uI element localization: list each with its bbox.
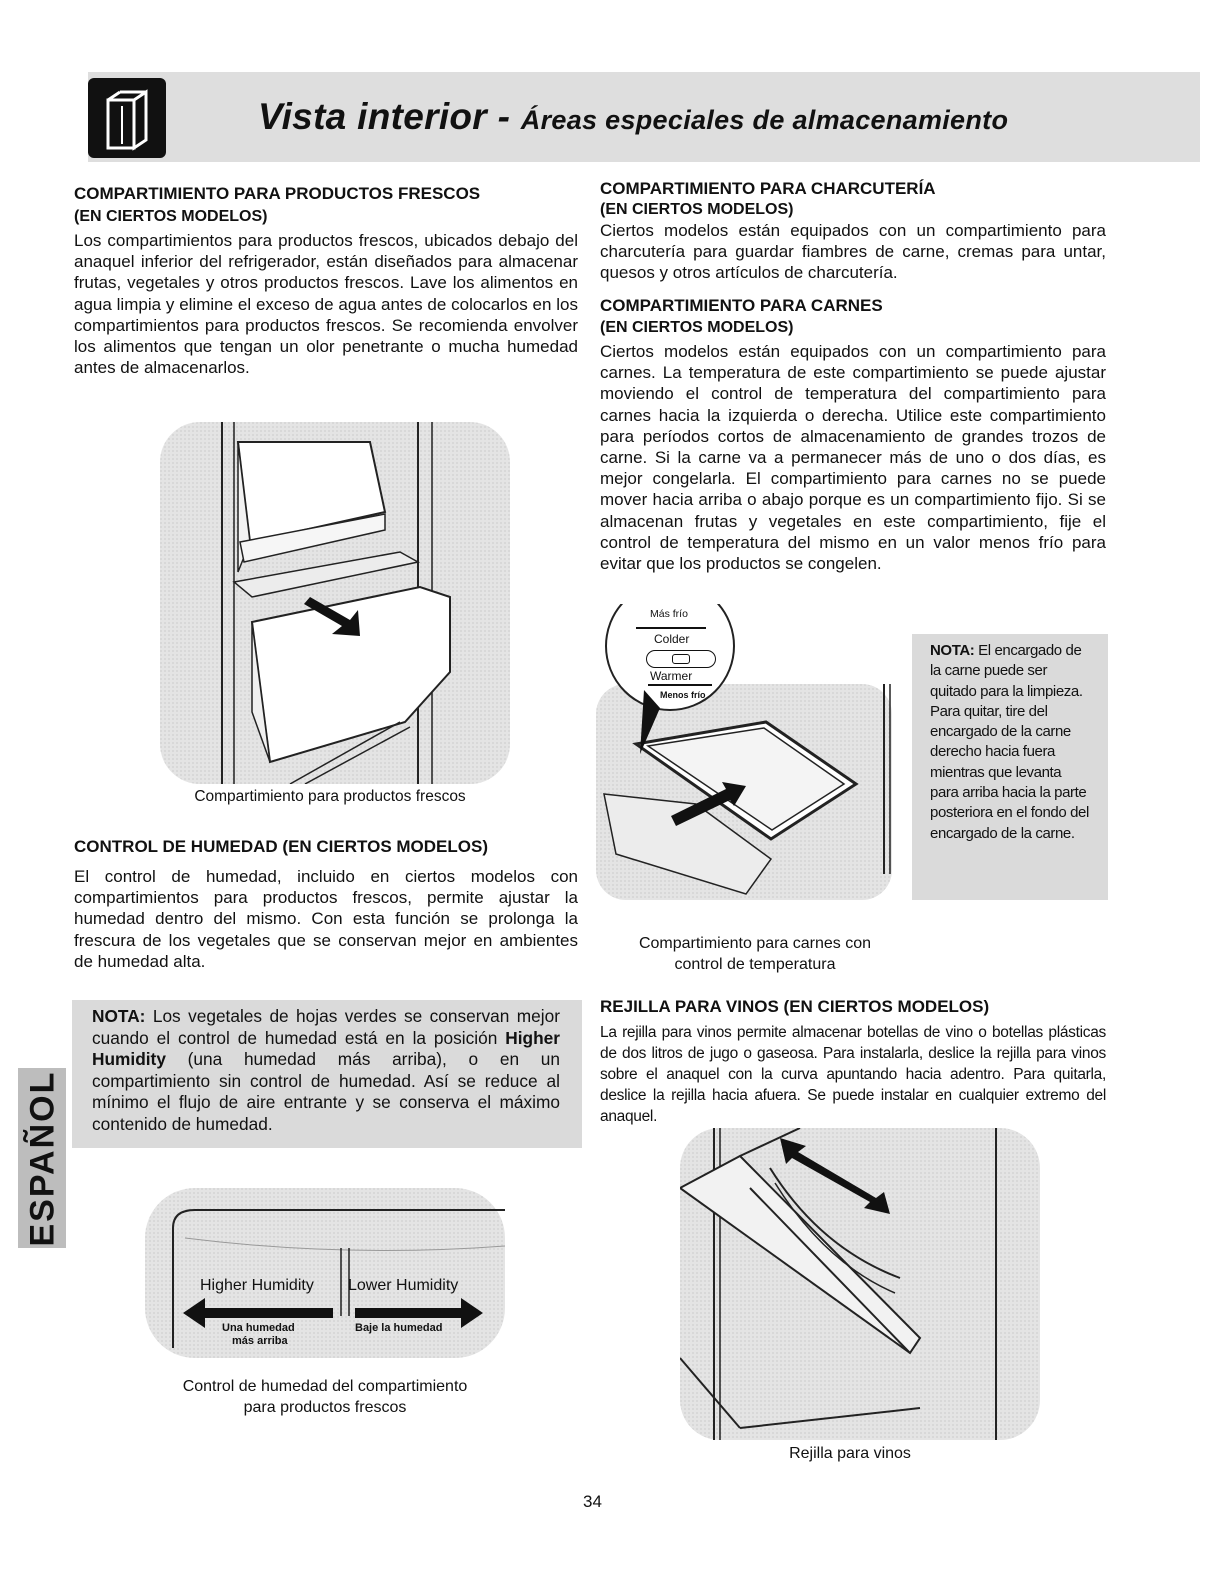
meat-body: Ciertos modelos están equipados con un compartimiento para carnes. La temperatura de este compartimiento se puede ajustar moviendo el control de temperatura del compartimiento para carnes hacia la izquierda o derecha. Utilice este compartimiento para períodos cortos de almacenamiento de grandes trozos de carne. Si la carne va a permanecer más de uno o dos días, es mejor congelarla. El compartimiento para carnes no se puede mover hacia arriba o abajo porque es un compartimiento fijo. Si se almacenan frutas y vegetales en este compartimiento, fije el control de temperatura del mismo en un valor menos frío para evitar que los productos se congelen. (600, 342, 1106, 574)
fresh-subheading: (EN CIERTOS MODELOS) (74, 208, 268, 225)
humidity-note-bold: Higher Humidity (92, 1027, 560, 1069)
humidity-caption: Control de humedad del compartimiento para productos frescos (182, 1378, 468, 1416)
deli-heading: COMPARTIMIENTO PARA CHARCUTERÍA (600, 179, 936, 198)
language-tab-label: ESPAÑOL (23, 1070, 62, 1247)
crisper-illustration (160, 422, 510, 784)
meat-heading: COMPARTIMIENTO PARA CARNES (600, 296, 883, 315)
meat-caption: Compartimiento para carnes con control de temperatura (638, 935, 872, 973)
warmer-arrow (648, 684, 712, 686)
humidity-body: El control de humedad, incluido en ciertos modelos con compartimientos para productos frescos, permite ajustar la humedad dentro del mismo. Con esta función se prolonga la frescura de los vegetales que se conservan mejor en ambientes de humedad alta. (74, 867, 578, 971)
meat-subheading: (EN CIERTOS MODELOS) (600, 319, 794, 336)
fresh-body: Los compartimientos para productos frescos, ubicados debajo del anaquel inferior del refrigerador, están diseñados para almacenar frutas, vegetales y otros productos frescos. Lave los alimentos en agua limpia y elimine el exceso de agua antes de colocarlos en los compartimientos para productos frescos. Se recomienda envolver los alimentos que tengan un olor penetrante o mucha humedad antes de almacenarlos. (74, 231, 578, 378)
page-number: 34 (583, 1492, 602, 1511)
meat-note-text: El encargado de la carne puede ser quitado para la limpieza. Para quitar, tire del encargado de la carne derecho hacia fuera mientras que levanta para arriba hacia la parte posteriora en el fondo del encargado de la carne. (930, 642, 1089, 842)
fresh-caption: Compartimiento para productos frescos (194, 788, 466, 805)
humidity-slider-illustration (145, 1188, 505, 1358)
meat-note (930, 641, 1090, 844)
humidity-heading: CONTROL DE HUMEDAD (EN CIERTOS MODELOS) (74, 837, 488, 856)
meat-note-label: NOTA: (930, 642, 975, 659)
humidity-note (92, 1006, 560, 1135)
dial-menos-frio: Menos frío (660, 690, 706, 700)
wine-body: La rejilla para vinos permite almacenar botellas de vino o botellas plásticas de dos litros de jugo o gaseosa. Para instalarla, deslice la rejilla para vinos sobre el anaquel con la curva apuntando hacia adentro. Para quitarla, deslice la rejilla hacia afuera. Se puede instalar en cualquier extremo del anaquel. (600, 1024, 1106, 1125)
page-title (258, 96, 1008, 138)
humidity-note-text2: (una humedad más arriba), o en un compartimiento sin control de humedad. Así se reduce al mínimo el flujo de aire entrante y se conserva el máximo contenido de humedad. (92, 1049, 560, 1134)
higher-humidity-es-2: más arriba (232, 1335, 288, 1347)
deli-body: Ciertos modelos están equipados con un compartimiento para charcutería para guardar fiambres de carne, cremas para untar, quesos y otros artículos de charcutería. (600, 221, 1106, 283)
wine-heading: REJILLA PARA VINOS (EN CIERTOS MODELOS) (600, 997, 990, 1016)
meat-drawer-illustration (596, 604, 906, 904)
higher-humidity-label: Higher Humidity (200, 1277, 314, 1294)
refrigerator-icon (88, 78, 166, 158)
wine-caption: Rejilla para vinos (789, 1445, 911, 1462)
dial-mas-frio: Más frío (650, 608, 688, 620)
lower-humidity-es: Baje la humedad (355, 1322, 443, 1334)
page-title-main: Vista interior - (258, 96, 521, 137)
page-title-sub: Áreas especiales de almacenamiento (520, 105, 1009, 135)
wine-rack-illustration (680, 1128, 1040, 1440)
fresh-heading: COMPARTIMIENTO PARA PRODUCTOS FRESCOS (74, 184, 481, 203)
deli-subheading: (EN CIERTOS MODELOS) (600, 201, 794, 218)
dial-colder: Colder (654, 632, 690, 646)
humidity-note-label: NOTA: (92, 1006, 146, 1026)
humidity-note-text1: Los vegetales de hojas verdes se conservan mejor cuando el control de humedad está en la posición (92, 1006, 560, 1048)
dial-warmer: Warmer (650, 669, 693, 683)
dial-knob-icon (672, 654, 690, 664)
lower-humidity-label: Lower Humidity (348, 1277, 459, 1294)
colder-arrow (636, 627, 706, 629)
higher-humidity-es-1: Una humedad (222, 1322, 295, 1334)
